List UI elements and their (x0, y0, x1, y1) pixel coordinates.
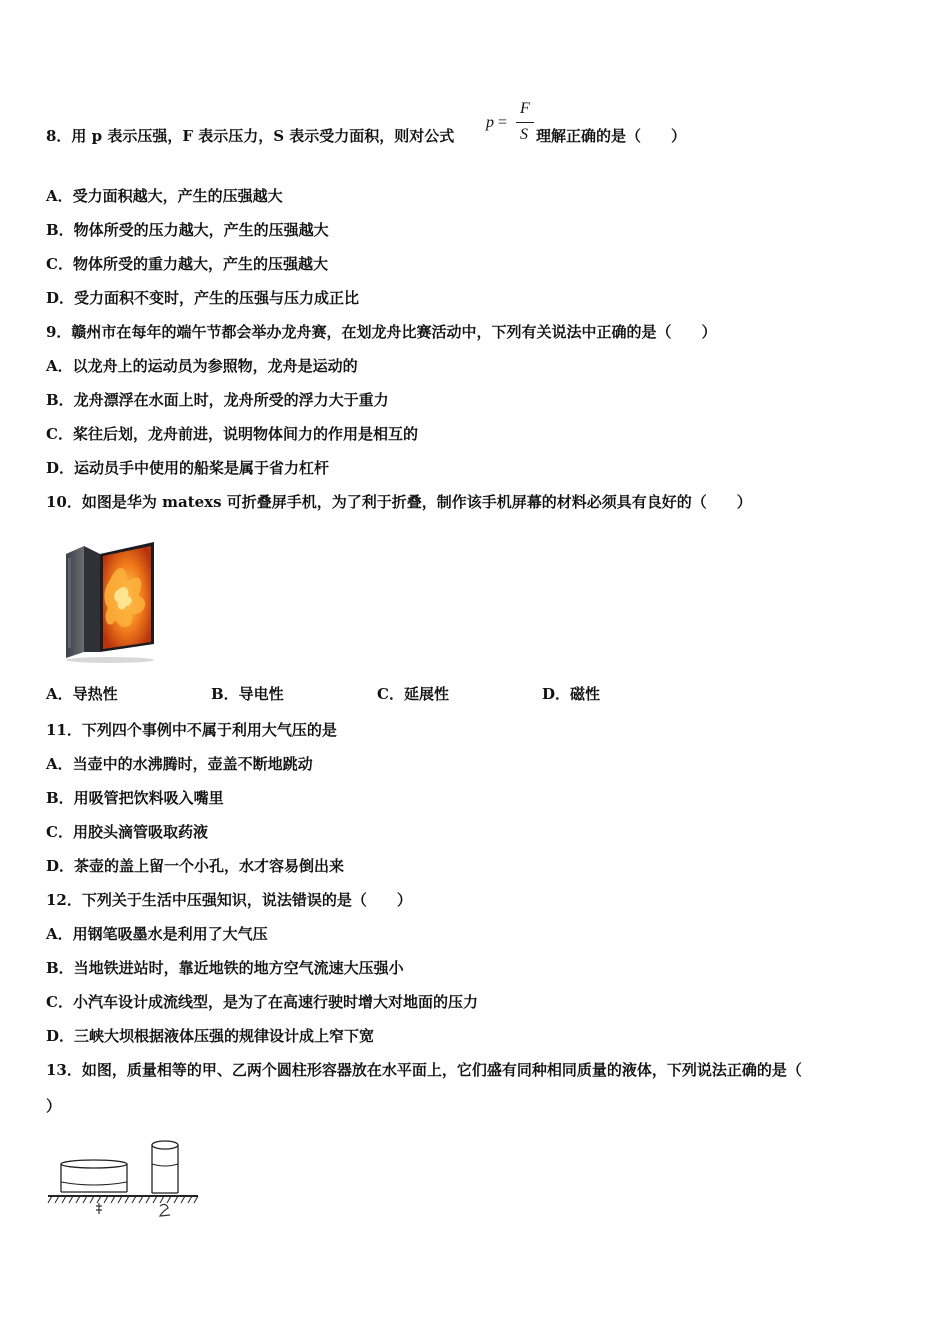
q13-stem-line2: ） (46, 1097, 62, 1115)
q9-option-d: D．运动员手中使用的船桨是属于省力杠杆 (46, 459, 330, 477)
q8-option-b: B．物体所受的压力越大，产生的压强越大 (46, 221, 329, 239)
q8-stem: 8．用 p 表示压强，F 表示压力，S 表示受力面积，则对公式 (46, 127, 455, 145)
q11-option-a: A．当壶中的水沸腾时，壶盖不断地跳动 (46, 755, 313, 773)
two-containers-diagram (46, 1136, 206, 1220)
q12-option-c: C．小汽车设计成流线型，是为了在高速行驶时增大对地面的压力 (46, 993, 478, 1011)
q10-option-d: D．磁性 (542, 685, 601, 703)
q8-option-c: C．物体所受的重力越大，产生的压强越大 (46, 255, 328, 273)
q9-option-c: C．桨往后划，龙舟前进，说明物体间力的作用是相互的 (46, 425, 418, 443)
q8-stem-suffix: 理解正确的是（ ） (536, 127, 687, 145)
q12-stem: 12．下列关于生活中压强知识，说法错误的是（ ） (46, 891, 412, 909)
q10-option-c: C．延展性 (377, 685, 449, 703)
q9-option-b: B．龙舟漂浮在水面上时，龙舟所受的浮力大于重力 (46, 391, 389, 409)
q10-option-b: B．导电性 (211, 685, 284, 703)
formula-p: p (486, 114, 494, 131)
q13-stem-line1: 13．如图，质量相等的甲、乙两个圆柱形容器放在水平面上，它们盛有同种相同质量的液体，下列说法正确的是（ (46, 1061, 802, 1079)
q12-option-d: D．三峡大坝根据液体压强的规律设计成上窄下宽 (46, 1027, 375, 1045)
formula-equals: = (498, 114, 508, 131)
q9-stem: 9．赣州市在每年的端午节都会举办龙舟赛，在划龙舟比赛活动中，下列有关说法中正确的是（ ） (46, 323, 717, 341)
q9-option-a: A．以龙舟上的运动员为参照物，龙舟是运动的 (46, 357, 358, 375)
q11-option-d: D．茶壶的盖上留一个小孔，水才容易倒出来 (46, 857, 345, 875)
q10-stem: 10．如图是华为 matexs 可折叠屏手机，为了利于折叠，制作该手机屏幕的材料必须具有良好的（ ） (46, 493, 752, 511)
foldable-phone-image (58, 540, 158, 664)
q11-option-c: C．用胶头滴管吸取药液 (46, 823, 208, 841)
q11-stem: 11．下列四个事例中不属于利用大气压的是 (46, 721, 337, 739)
formula-numerator: F (520, 100, 530, 117)
q10-option-a: A．导热性 (46, 685, 118, 703)
q12-option-b: B．当地铁进站时，靠近地铁的地方空气流速大压强小 (46, 959, 404, 977)
q8-option-a: A．受力面积越大，产生的压强越大 (46, 187, 283, 205)
fraction-bar (516, 122, 534, 123)
q12-option-a: A．用钢笔吸墨水是利用了大气压 (46, 925, 268, 943)
q8-option-d: D．受力面积不变时，产生的压强与压力成正比 (46, 289, 360, 307)
formula-denominator: S (520, 126, 528, 143)
q11-option-b: B．用吸管把饮料吸入嘴里 (46, 789, 224, 807)
